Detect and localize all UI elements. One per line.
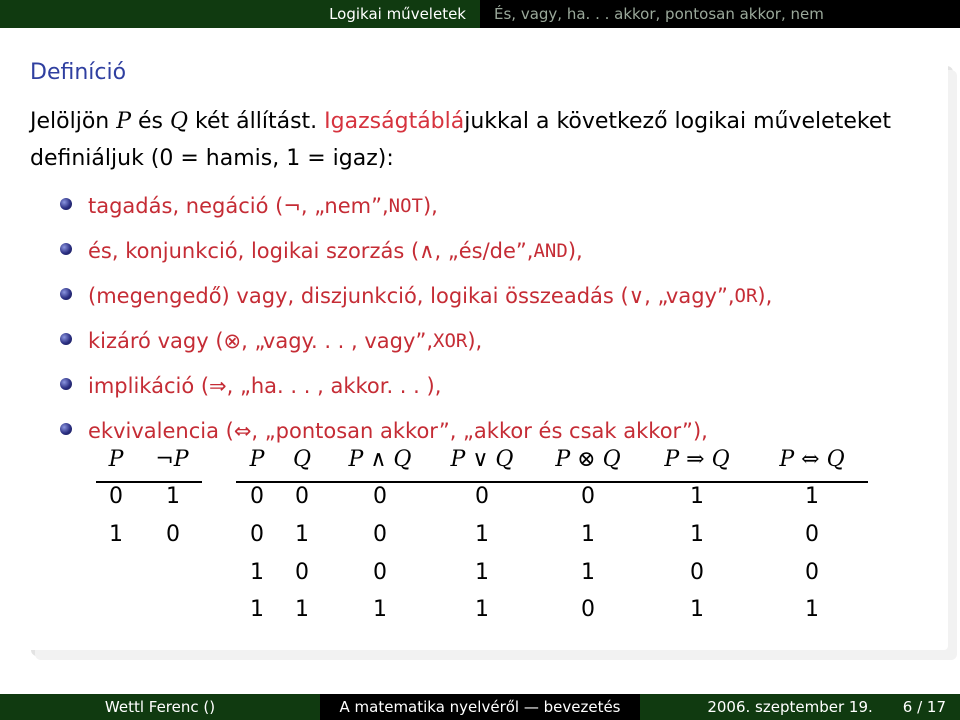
- table-cell: 1: [475, 522, 489, 547]
- definition-intro: [30, 103, 910, 177]
- table-cell: 1: [475, 560, 489, 585]
- table-cell: 1: [373, 597, 387, 622]
- table-cell: 0: [373, 560, 387, 585]
- table-cell: 1: [295, 522, 309, 547]
- op-keyword: NOT: [388, 194, 423, 217]
- table-header: ¬P: [155, 447, 189, 472]
- bullet-icon: [60, 243, 72, 255]
- table-cell: 0: [250, 484, 264, 509]
- author-label[interactable]: Wettl Ferenc (): [104, 698, 216, 716]
- footer-author[interactable]: [0, 694, 320, 720]
- list-item: [60, 318, 772, 363]
- table-rule: [236, 481, 868, 483]
- subsection-label[interactable]: És, vagy, ha. . . akkor, pontosan akkor, nem: [494, 5, 824, 23]
- table-cell: 0: [805, 522, 819, 547]
- table-cell: 1: [581, 560, 595, 585]
- table-cell: 1: [690, 522, 704, 547]
- table-cell: 0: [109, 484, 123, 509]
- footer-date-page[interactable]: [640, 694, 960, 720]
- list-item: [60, 363, 772, 408]
- table-cell: 1: [581, 522, 595, 547]
- table-header: P ⇔ Q: [779, 447, 845, 472]
- op-text: tagadás, negáció (¬, „nem”,: [88, 193, 389, 218]
- truth-table-term: Igazságtáblá: [324, 109, 465, 134]
- op-end: ),: [422, 193, 438, 218]
- table-cell: 1: [805, 484, 819, 509]
- op-keyword: XOR: [433, 329, 468, 352]
- table-cell: 0: [373, 484, 387, 509]
- table-cell: 1: [250, 597, 264, 622]
- intro-text: és: [131, 109, 171, 134]
- table-header: P ⇒ Q: [664, 447, 730, 472]
- bullet-icon: [60, 378, 72, 390]
- list-item: [60, 228, 772, 273]
- footer-bar: [0, 694, 960, 720]
- op-keyword: AND: [533, 239, 568, 262]
- header-bar: [0, 0, 960, 28]
- table-cell: 0: [581, 484, 595, 509]
- op-text: ekvivalencia (⇔, „pontosan akkor”, „akkor és csak akkor”),: [88, 418, 708, 443]
- table-cell: 0: [805, 560, 819, 585]
- op-end: ),: [567, 238, 583, 263]
- block-title: Definíció: [30, 60, 127, 85]
- op-text: implikáció (⇒, „ha. . . , akkor. . . ),: [88, 373, 442, 398]
- table-cell: 1: [690, 484, 704, 509]
- section-title[interactable]: [0, 0, 480, 28]
- op-end: ),: [467, 328, 483, 353]
- op-keyword: OR: [734, 284, 758, 307]
- table-header: P ⊗ Q: [555, 447, 621, 472]
- section-label[interactable]: Logikai műveletek: [329, 5, 466, 23]
- table-cell: 0: [250, 522, 264, 547]
- bullet-icon: [60, 423, 72, 435]
- table-cell: 0: [690, 560, 704, 585]
- op-end: ),: [757, 283, 773, 308]
- table-header: Q: [292, 447, 312, 472]
- op-text: és, konjunkció, logikai szorzás (∧, „és/de”,: [88, 238, 534, 263]
- table-cell: 0: [166, 522, 180, 547]
- table-rule: [96, 481, 202, 483]
- table-cell: 1: [250, 560, 264, 585]
- intro-text: jukkal a következő logikai műveleteket definiáljuk (0 = hamis, 1 = igaz):: [30, 109, 891, 171]
- table-cell: 1: [295, 597, 309, 622]
- table-cell: 0: [295, 484, 309, 509]
- var-p: P: [116, 109, 132, 134]
- title-label[interactable]: A matematika nyelvéről — bevezetés: [339, 698, 621, 716]
- bullet-icon: [60, 288, 72, 300]
- table-cell: 1: [805, 597, 819, 622]
- intro-text: két állítást.: [188, 109, 325, 134]
- operations-list: [60, 183, 772, 453]
- table-cell: 1: [109, 522, 123, 547]
- table-header: P: [108, 447, 124, 472]
- table-header: P ∧ Q: [348, 447, 412, 472]
- table-cell: 0: [373, 522, 387, 547]
- table-header: P ∨ Q: [450, 447, 514, 472]
- var-q: Q: [170, 109, 189, 134]
- subsection-title[interactable]: [480, 0, 960, 28]
- op-text: (megengedő) vagy, diszjunkció, logikai összeadás (∨, „vagy”,: [88, 283, 735, 308]
- op-text: kizáró vagy (⊗, „vagy. . . , vagy”,: [88, 328, 433, 353]
- table-cell: 0: [581, 597, 595, 622]
- table-cell: 1: [690, 597, 704, 622]
- list-item: [60, 183, 772, 228]
- list-item: [60, 273, 772, 318]
- table-cell: 0: [295, 560, 309, 585]
- bullet-icon: [60, 333, 72, 345]
- page-number[interactable]: 6 / 17: [902, 698, 946, 716]
- table-cell: 0: [475, 484, 489, 509]
- date-label[interactable]: 2006. szeptember 19.: [707, 698, 873, 716]
- table-cell: 1: [475, 597, 489, 622]
- table-cell: 1: [166, 484, 180, 509]
- bullet-icon: [60, 198, 72, 210]
- footer-title[interactable]: [320, 694, 640, 720]
- table-header: P: [249, 447, 265, 472]
- intro-text: Jelöljön: [30, 109, 117, 134]
